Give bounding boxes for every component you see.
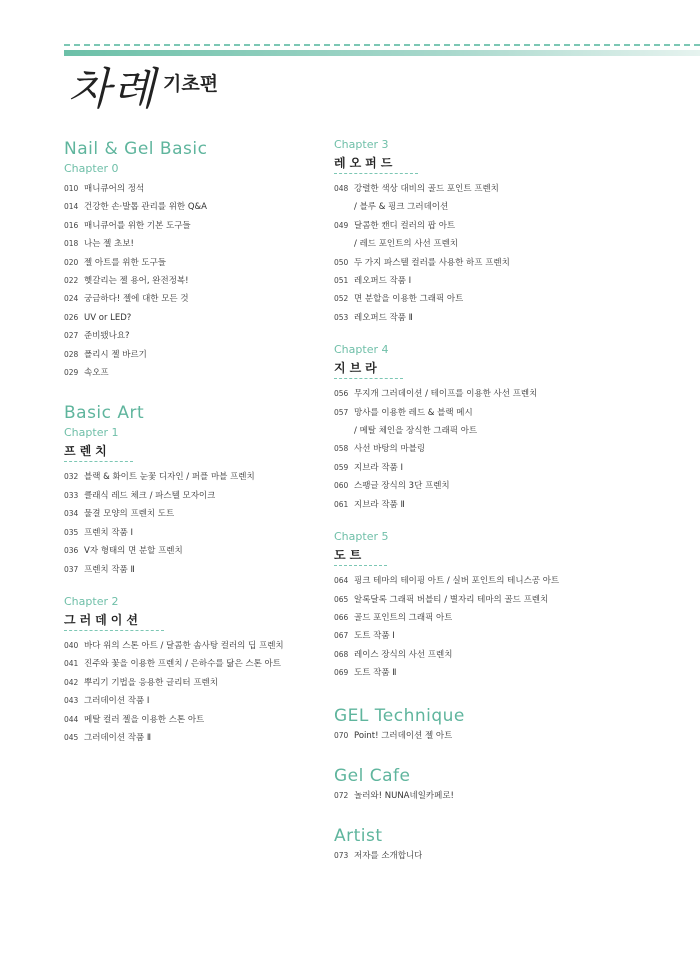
page-number: 070 xyxy=(334,730,349,740)
chapter-label: Chapter 1 xyxy=(64,426,119,440)
page-number: 057 xyxy=(334,407,349,417)
page-number: 064 xyxy=(334,576,349,586)
entry-title: 달콤한 캔디 컬러의 팝 아트 xyxy=(354,220,456,231)
page-number: 060 xyxy=(334,481,349,491)
toc-entry[interactable] xyxy=(334,254,664,272)
page-number: 022 xyxy=(64,276,79,286)
entry-title: 프렌치 작품 Ⅰ xyxy=(84,527,133,538)
entry-list xyxy=(334,847,664,865)
page-number: 041 xyxy=(64,659,79,669)
entry-title: 알록달록 그래픽 버블티 / 별자리 테마의 골드 프렌치 xyxy=(354,594,549,605)
toc-entry[interactable] xyxy=(64,272,326,290)
entry-list xyxy=(64,468,326,578)
entry-title: 그러데이션 작품 Ⅱ xyxy=(84,732,152,743)
page-number: 059 xyxy=(334,462,349,472)
chapter-3 xyxy=(334,138,664,327)
page-number: 029 xyxy=(64,368,79,378)
toc-right-column xyxy=(334,130,664,866)
chapter-label: Chapter 2 xyxy=(64,594,119,608)
page-title-block xyxy=(68,64,218,116)
top-decorative-bar xyxy=(64,44,700,58)
entry-title: 사선 바탕의 마블링 xyxy=(354,444,426,455)
entry-title: 강렬한 색상 대비의 골드 포인트 프렌치 xyxy=(354,184,499,194)
page-number: 051 xyxy=(334,276,349,286)
toc-entry[interactable] xyxy=(64,254,326,272)
entry-title: 폴리시 젤 바르기 xyxy=(84,349,147,360)
page-number: 014 xyxy=(64,202,79,212)
entry-list xyxy=(334,727,664,745)
entry-title: 나는 젤 초보! xyxy=(84,239,134,250)
toc-entry[interactable] xyxy=(64,561,326,579)
toc-entry[interactable] xyxy=(334,309,664,327)
toc-entry[interactable] xyxy=(334,459,664,477)
toc-entry[interactable] xyxy=(334,627,664,645)
chapter-label: Chapter 3 xyxy=(334,138,389,151)
page-number: 018 xyxy=(64,239,79,249)
toc-entry[interactable] xyxy=(334,591,664,609)
page-number: 028 xyxy=(64,349,79,359)
toc-entry[interactable] xyxy=(64,235,326,253)
entry-title: V자 형태의 면 분할 프렌치 xyxy=(84,546,183,557)
chapter-title: 그러데이션 xyxy=(64,612,164,631)
entry-title: 바다 위의 스톤 아트 / 달콤한 솜사탕 컬러의 딥 프렌치 xyxy=(84,640,284,651)
toc-entry[interactable] xyxy=(64,346,326,364)
entry-title: 궁금하다! 젤에 대한 모든 것 xyxy=(84,294,189,305)
toc-entry[interactable] xyxy=(64,542,326,560)
section-nail-gel-basic xyxy=(64,138,326,382)
toc-entry-continuation xyxy=(334,198,664,216)
page-number: 072 xyxy=(334,790,349,800)
entry-title: 골드 포인트의 그래픽 아트 xyxy=(354,612,453,623)
toc-entry[interactable] xyxy=(334,440,664,458)
page-number: 033 xyxy=(64,490,79,500)
chapter-title: 도트 xyxy=(334,547,387,566)
page-subtitle: 기초편 xyxy=(163,73,219,95)
gradient-band xyxy=(64,50,700,56)
toc-entry[interactable] xyxy=(64,364,326,382)
section-gel-cafe xyxy=(334,765,664,805)
entry-title: 레오퍼드 작품 Ⅰ xyxy=(354,276,412,287)
section-heading: Nail & Gel Basic xyxy=(64,139,208,159)
page-number: 042 xyxy=(64,677,79,687)
toc-entry[interactable] xyxy=(334,217,664,235)
page-number: 068 xyxy=(334,649,349,659)
page-number: 049 xyxy=(334,220,349,230)
entry-title: UV or LED? xyxy=(84,312,132,323)
toc-entry[interactable] xyxy=(64,524,326,542)
entry-title: 지브라 작품 Ⅰ xyxy=(354,462,403,473)
entry-title: 레오퍼드 작품 Ⅱ xyxy=(354,312,413,323)
toc-entry[interactable] xyxy=(64,468,326,486)
entry-title: 레이스 장식의 사선 프렌치 xyxy=(354,649,453,660)
toc-entry[interactable] xyxy=(334,787,664,805)
entry-title: 놀러와! NUNA네일카페로! xyxy=(354,790,454,801)
entry-title: 지브라 작품 Ⅱ xyxy=(354,499,405,510)
section-gel-technique xyxy=(334,705,664,745)
entry-title: 블랙 & 화이트 눈꽃 디자인 / 퍼플 마블 프렌치 xyxy=(84,472,255,483)
entry-title: 면 분할을 이용한 그래픽 아트 xyxy=(354,294,464,305)
entry-list xyxy=(334,787,664,805)
page-number: 027 xyxy=(64,331,79,341)
toc-entry[interactable] xyxy=(64,180,326,198)
chapter-label: Chapter 5 xyxy=(334,530,389,544)
page-number: 040 xyxy=(64,640,79,650)
entry-title: 그러데이션 작품 Ⅰ xyxy=(84,696,150,707)
page-number: 044 xyxy=(64,714,79,724)
dashed-rule xyxy=(64,44,700,46)
page-number: 032 xyxy=(64,472,79,482)
toc-entry[interactable] xyxy=(334,290,664,308)
toc-entry[interactable] xyxy=(334,496,664,514)
toc-entry[interactable] xyxy=(64,309,326,327)
toc-entry[interactable] xyxy=(64,674,326,692)
entry-title: 진주와 꽃을 이용한 프렌치 / 은하수를 닮은 스톤 아트 xyxy=(84,659,281,670)
entry-list xyxy=(334,572,664,682)
toc-entry[interactable] xyxy=(334,664,664,682)
toc-entry[interactable] xyxy=(64,655,326,673)
entry-title: 프렌치 작품 Ⅱ xyxy=(84,564,135,575)
chapter-title: 지브라 xyxy=(334,360,403,379)
page-number: 053 xyxy=(334,312,349,322)
entry-title: 메탈 컬러 젤을 이용한 스톤 아트 xyxy=(84,714,205,725)
page-number: 035 xyxy=(64,527,79,537)
entry-title: 뿌리기 기법을 응용한 글리터 프렌치 xyxy=(84,677,218,688)
toc-entry[interactable] xyxy=(334,272,664,290)
page-number: 052 xyxy=(334,294,349,304)
entry-continuation: / 메탈 체인을 장식한 그래픽 아트 xyxy=(354,426,478,437)
toc-entry[interactable] xyxy=(334,180,664,198)
page-number: 058 xyxy=(334,444,349,454)
chapter-5 xyxy=(334,530,664,682)
toc-entry[interactable] xyxy=(334,477,664,495)
toc-entry[interactable] xyxy=(334,572,664,590)
entry-title: 속오프 xyxy=(84,368,109,379)
entry-title: 물결 모양의 프렌치 도트 xyxy=(84,509,175,520)
entry-title: 매니큐어를 위한 기본 도구들 xyxy=(84,220,191,231)
page-number: 036 xyxy=(64,546,79,556)
toc-entry-continuation xyxy=(334,235,664,253)
entry-title: 무지개 그러데이션 / 테이프를 이용한 사선 프렌치 xyxy=(354,389,538,400)
toc-entry[interactable] xyxy=(64,487,326,505)
chapter-label: Chapter 4 xyxy=(334,343,389,357)
page-number: 069 xyxy=(334,668,349,678)
toc-entry[interactable] xyxy=(334,385,664,403)
toc-entry[interactable] xyxy=(334,609,664,627)
entry-title: 저자를 소개합니다 xyxy=(354,851,423,862)
section-heading: Artist xyxy=(334,826,383,847)
entry-list xyxy=(334,180,664,327)
entry-title: 건강한 손·발톱 관리를 위한 Q&A xyxy=(84,202,207,213)
chapter-title: 프렌치 xyxy=(64,443,133,462)
entry-continuation: / 블루 & 핑크 그러데이션 xyxy=(354,202,449,213)
toc-entry[interactable] xyxy=(64,729,326,747)
page-number: 073 xyxy=(334,851,349,861)
page-number: 034 xyxy=(64,509,79,519)
entry-title: 핑크 테마의 테이핑 아트 / 실버 포인트의 테니스공 아트 xyxy=(354,576,560,587)
page-number: 024 xyxy=(64,294,79,304)
toc-entry[interactable] xyxy=(64,505,326,523)
page-number: 050 xyxy=(334,257,349,267)
section-basic-art xyxy=(64,402,326,747)
entry-title: 젤 아트를 위한 도구들 xyxy=(84,257,167,268)
toc-entry[interactable] xyxy=(334,646,664,664)
toc-entry[interactable] xyxy=(334,847,664,865)
section-heading: Basic Art xyxy=(64,403,145,424)
entry-title: Point! 그러데이션 젤 아트 xyxy=(354,730,453,741)
entry-title: 망사를 이용한 레드 & 블랙 메시 xyxy=(354,407,473,418)
entry-title: 매니큐어의 정석 xyxy=(84,184,145,194)
toc-entry[interactable] xyxy=(64,711,326,729)
section-heading: GEL Technique xyxy=(334,705,465,726)
page-number: 010 xyxy=(64,184,79,193)
toc-entry[interactable] xyxy=(64,290,326,308)
page-title: 차례 xyxy=(68,64,158,115)
page-number: 061 xyxy=(334,499,349,509)
entry-continuation: / 레드 포인트의 사선 프렌치 xyxy=(354,239,458,250)
page-number: 016 xyxy=(64,220,79,230)
entry-list xyxy=(334,385,664,514)
page-number: 020 xyxy=(64,257,79,267)
toc-entry[interactable] xyxy=(64,198,326,216)
entry-title: 헷갈리는 젤 용어, 완전정복! xyxy=(84,276,189,287)
chapter-title: 레오퍼드 xyxy=(334,155,418,174)
entry-title: 클래식 레드 체크 / 파스텔 모자이크 xyxy=(84,490,216,501)
page-number: 043 xyxy=(64,696,79,706)
entry-title: 도트 작품 Ⅱ xyxy=(354,668,397,679)
entry-list xyxy=(64,180,326,382)
page-number: 048 xyxy=(334,184,349,193)
toc-entry[interactable] xyxy=(64,637,326,655)
toc-left-column xyxy=(64,130,326,747)
page-number: 056 xyxy=(334,389,349,399)
chapter-label: Chapter 0 xyxy=(64,162,119,175)
toc-entry[interactable] xyxy=(64,327,326,345)
entry-title: 준비됐나요? xyxy=(84,331,130,342)
toc-entry[interactable] xyxy=(334,727,664,745)
page-number: 066 xyxy=(334,612,349,622)
section-artist xyxy=(334,825,664,865)
chapter-2 xyxy=(64,595,326,747)
entry-title: 스팽글 장식의 3단 프렌치 xyxy=(354,481,450,492)
toc-entry-continuation xyxy=(334,422,664,440)
toc-entry[interactable] xyxy=(334,404,664,422)
entry-title: 두 가지 파스텔 컬러를 사용한 하프 프렌치 xyxy=(354,257,510,268)
page-number: 026 xyxy=(64,312,79,322)
page-number: 065 xyxy=(334,594,349,604)
page-number: 067 xyxy=(334,631,349,641)
toc-entry[interactable] xyxy=(64,217,326,235)
chapter-1 xyxy=(64,426,326,578)
chapter-4 xyxy=(334,343,664,514)
section-heading: Gel Cafe xyxy=(334,765,411,786)
page-number: 037 xyxy=(64,564,79,574)
page-number: 045 xyxy=(64,732,79,742)
entry-list xyxy=(64,637,326,747)
toc-entry[interactable] xyxy=(64,692,326,710)
entry-title: 도트 작품 Ⅰ xyxy=(354,631,395,642)
